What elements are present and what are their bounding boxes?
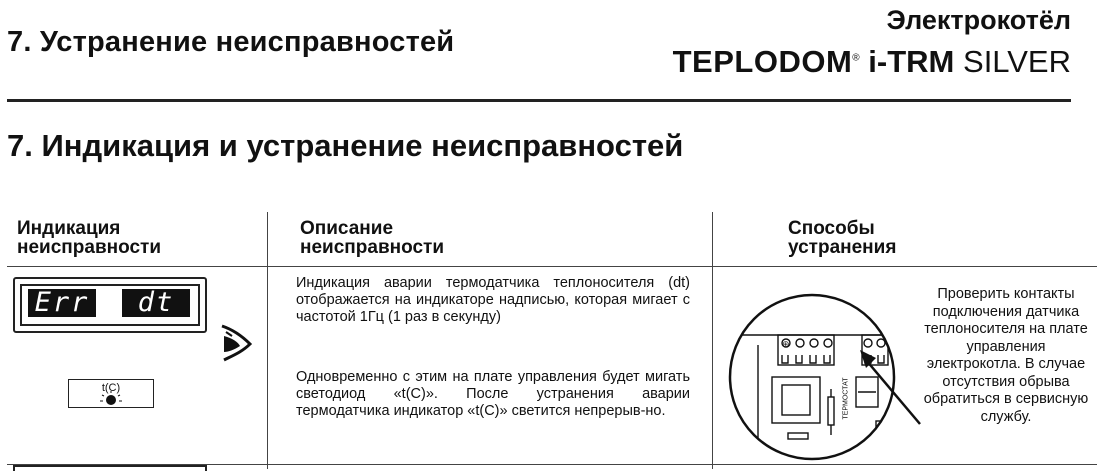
display-screen	[20, 284, 200, 326]
column-divider	[267, 212, 268, 469]
fault-description-2: Одновременно с этим на плате управления будет мигать светодиод «t(C)». После устранения аварии термодатчика индикатор «t(C)» светится непрерыв-но.	[296, 369, 690, 419]
led-label: t(C)	[101, 382, 121, 394]
led-indicator-panel	[68, 379, 154, 408]
column-header-line: Способы	[788, 218, 875, 239]
column-header-remedy	[788, 219, 896, 257]
column-header-line: Индикация	[17, 218, 121, 239]
column-header-line: неисправности	[17, 237, 162, 258]
board-thermostat-label: ТЕРМОСТАТ	[842, 377, 850, 420]
board-thermostat-label-wrap	[840, 371, 852, 431]
error-display	[13, 277, 207, 333]
fault-description-1: Индикация аварии термодатчика теплоносителя (dt) отображается на индикаторе надписью, которая мигает с частотой 1Гц (1 раз в секунду)	[296, 275, 690, 325]
column-header-description	[300, 219, 444, 257]
column-header-line: Описание	[300, 218, 394, 239]
next-row-display-edge	[13, 465, 207, 471]
column-header-line: неисправности	[300, 237, 445, 258]
brand-name: TEPLODOM	[672, 44, 853, 79]
column-header-indication	[17, 219, 161, 257]
column-divider	[712, 212, 713, 469]
svg-text:⊕: ⊕	[782, 339, 790, 349]
model-suffix: SILVER	[963, 44, 1071, 79]
header-divider	[7, 99, 1071, 102]
eye-icon	[218, 322, 254, 362]
pointer-arrow	[858, 348, 928, 428]
display-segment-dt: dt	[122, 289, 190, 317]
section-title: 7. Индикация и устранение неисправностей	[7, 128, 684, 163]
brand-reg-mark: ®	[852, 52, 860, 64]
display-segment-err: Err	[28, 289, 96, 317]
product-name: Электрокотёл	[886, 5, 1071, 35]
chapter-title: 7. Устранение неисправностей	[7, 26, 455, 58]
column-header-line: устранения	[788, 237, 897, 258]
model-name: i-TRM	[868, 44, 955, 79]
blinking-led-icon	[99, 391, 123, 407]
header-row-divider	[7, 266, 1097, 267]
brand-logo	[673, 44, 1071, 80]
remedy-text: Проверить контакты подключения датчика теплоносителя на плате управления электрокотла. В случае отсутствия обрыва обратиться в сервисную службу.	[923, 286, 1089, 425]
